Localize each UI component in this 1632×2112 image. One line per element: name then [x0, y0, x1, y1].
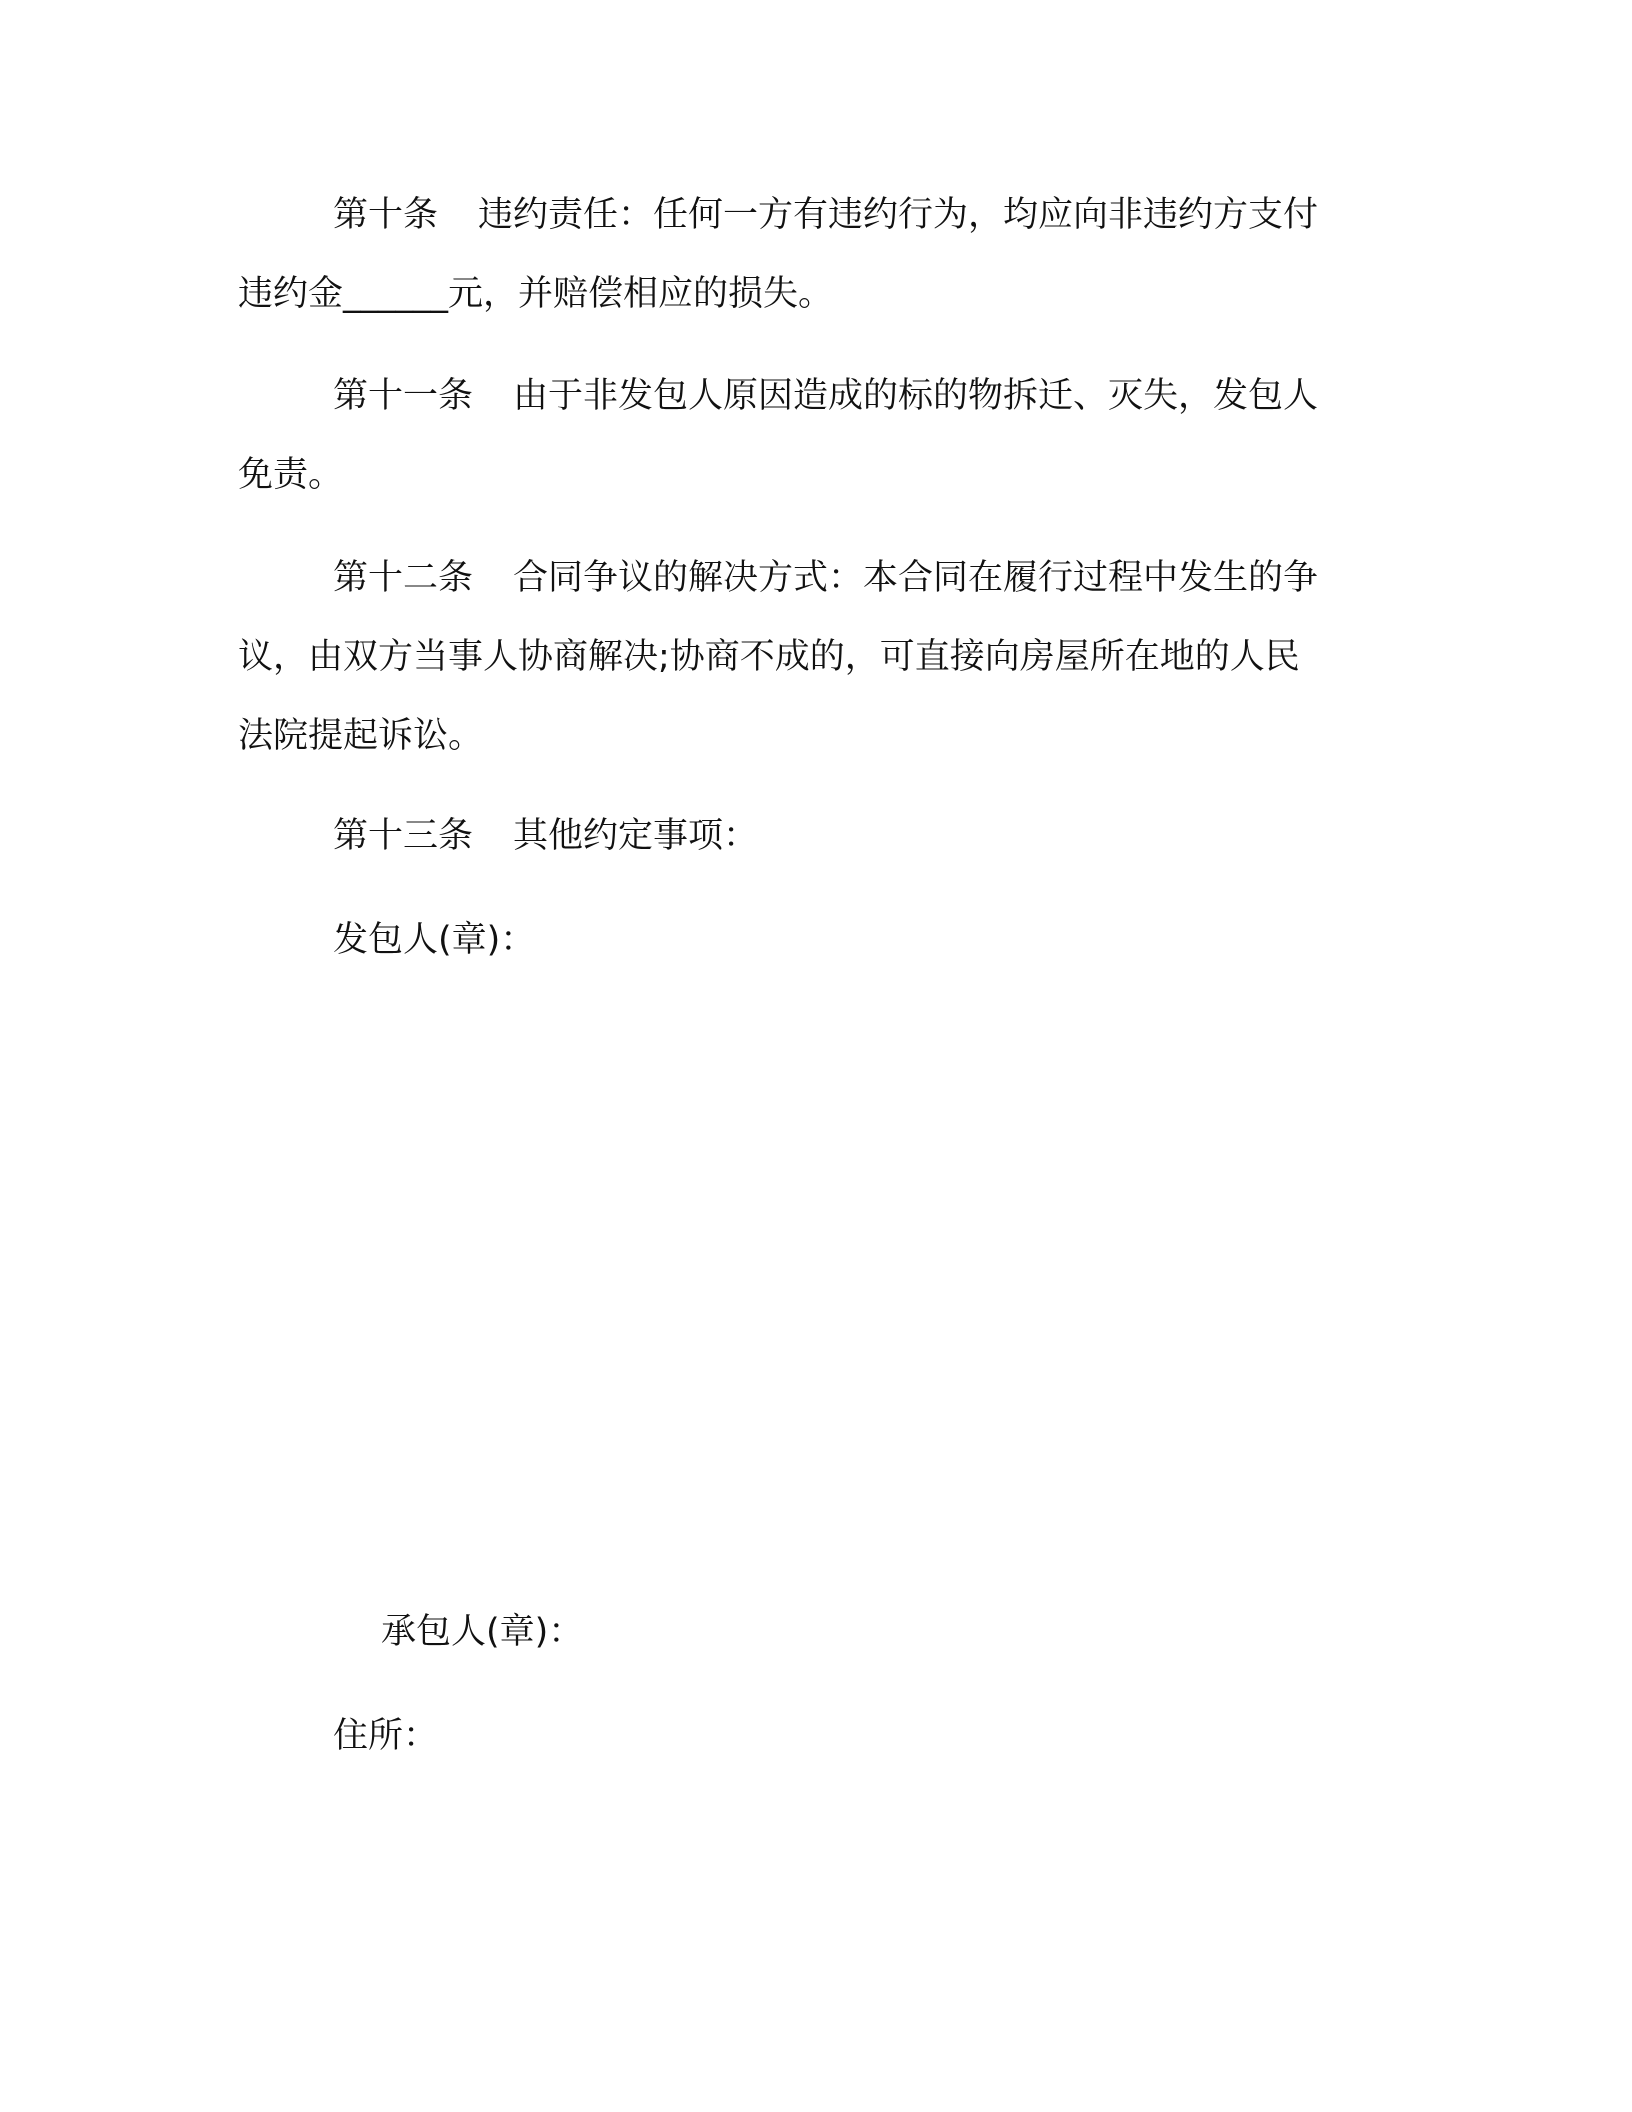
address	[238, 1697, 1378, 1776]
article-number: 第十条	[333, 195, 439, 235]
contractor-signature	[238, 1593, 1378, 1672]
article-10	[238, 176, 1378, 334]
address-label: 住所：	[333, 1716, 439, 1756]
article-13	[238, 797, 1378, 876]
article-11	[238, 357, 1378, 515]
article-number: 第十一条	[333, 376, 474, 416]
article-text-line: 合同争议的解决方式：本合同在履行过程中发生的争	[513, 558, 1319, 598]
employer-signature-label: 发包人(章)：	[333, 920, 536, 960]
article-text-line: 其他约定事项：	[513, 816, 759, 856]
employer-signature	[238, 901, 1378, 980]
article-12	[238, 539, 1378, 776]
article-text-line: 免责。	[238, 455, 344, 495]
article-text-line: 违约金______元，并赔偿相应的损失。	[238, 274, 834, 314]
article-number: 第十二条	[333, 558, 474, 598]
article-text-line: 违约责任：任何一方有违约行为，均应向非违约方支付	[478, 195, 1319, 235]
article-number: 第十三条	[333, 816, 474, 856]
article-text-line: 由于非发包人原因造成的标的物拆迁、灭失，发包人	[513, 376, 1319, 416]
contractor-signature-label: 承包人(章)：	[381, 1612, 584, 1652]
article-text-line: 议，由双方当事人协商解决;协商不成的，可直接向房屋所在地的人民	[238, 637, 1300, 677]
article-text-line: 法院提起诉讼。	[238, 716, 484, 756]
